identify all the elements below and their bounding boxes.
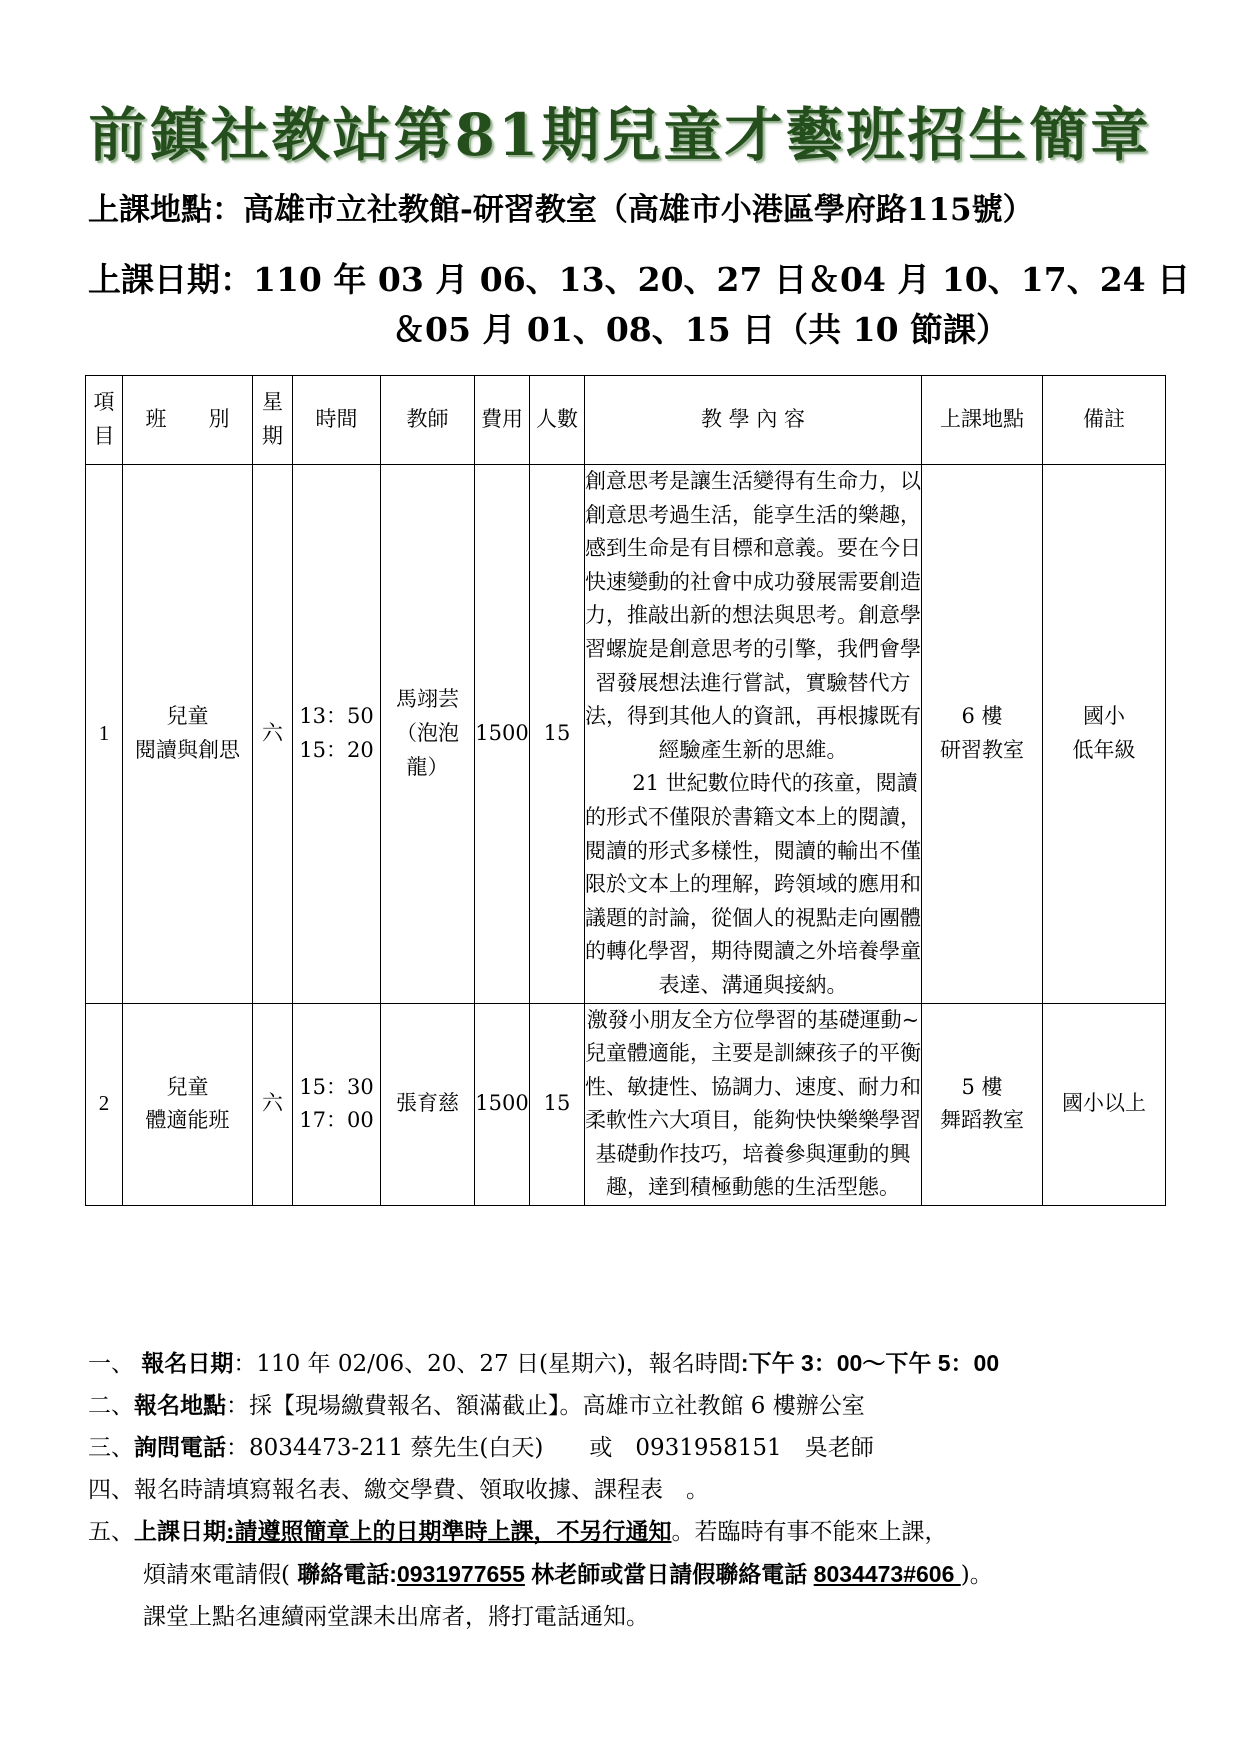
note-prefix: 一、 <box>88 1351 142 1377</box>
content-paragraph: 兒童體適能，主要是訓練孩子的平衡性、敏捷性、協調力、速度、耐力和柔軟性六大項目，能夠快快樂樂學習基礎動作技巧，培養參與運動的興趣，達到積極動態的生活型態。 <box>585 1041 921 1200</box>
note-text: )。 <box>960 1562 993 1588</box>
header-weekday: 星 期 <box>253 376 293 465</box>
note-key: 詢問電話 <box>134 1434 226 1461</box>
content-paragraph: 21 世紀數位時代的孩童，閱讀的形式不僅限於書籍文本上的閱讀，閱讀的形式多樣性，閱讀的輸出不僅限於文本上的理解，跨領域的應用和議題的討論，從個人的視點走向團體的轉化學習，期待閱讀之外培養學童表達、溝通與接納。 <box>585 771 921 997</box>
header-count: 人數 <box>530 376 585 465</box>
row-count: 15 <box>530 1003 585 1206</box>
note-leave-request <box>88 1553 1188 1596</box>
header-class: 班 別 <box>123 376 253 465</box>
note-prefix: 五、 <box>88 1519 134 1545</box>
note-class-dates <box>88 1511 1188 1553</box>
header-place: 上課地點 <box>922 376 1043 465</box>
date-line-2: ＆05 月 01、08、15 日（共 10 節課） <box>392 310 1010 349</box>
row-fee: 1500 <box>475 465 530 1004</box>
row-teacher: 張育慈 <box>381 1003 475 1206</box>
note-contact-label: 聯絡電話: <box>297 1561 397 1587</box>
row-note: 國小 低年級 <box>1043 465 1166 1004</box>
row-time: 15：30 17：00 <box>293 1003 381 1206</box>
row-item: 1 <box>86 465 123 1004</box>
row-place: 6 樓 研習教室 <box>922 465 1043 1004</box>
note-emphasis: :請遵照簡章上的日期準時上課，不另行通知 <box>226 1518 672 1545</box>
note-forms: 四、報名時請填寫報名表、繳交學費、領取收據、課程表 。 <box>88 1477 709 1503</box>
note-leave-phone: 8034473#606 <box>813 1561 961 1587</box>
header-time: 時間 <box>293 376 381 465</box>
note-registration-place <box>88 1385 1188 1427</box>
row-class: 兒童 閱讀與創思 <box>123 465 253 1004</box>
note-key: 報名日期 <box>141 1350 234 1377</box>
table-row <box>86 465 1166 1004</box>
row-weekday: 六 <box>253 1003 293 1206</box>
row-fee: 1500 <box>475 1003 530 1206</box>
header-teacher: 教師 <box>381 376 475 465</box>
note-text: 。若臨時有事不能來上課， <box>671 1519 948 1545</box>
note-prefix: 三、 <box>88 1435 134 1461</box>
row-content <box>585 465 922 1004</box>
note-time: :下午 3：00～下午 5：00 <box>740 1350 1000 1376</box>
note-registration-date <box>88 1342 1188 1385</box>
note-key: 上課日期 <box>134 1518 226 1545</box>
note-inquiry-phone <box>88 1427 1188 1469</box>
row-weekday: 六 <box>253 465 293 1004</box>
row-class: 兒童 體適能班 <box>123 1003 253 1206</box>
row-note: 國小以上 <box>1043 1003 1166 1206</box>
notes-section <box>88 1342 1188 1638</box>
content-paragraph: 創意思考是讓生活變得有生命力，以創意思考過生活，能享生活的樂趣，感到生命是有目標和意義。要在今日快速變動的社會中成功發展需要創造力，推敲出新的想法與思考。創意學習螺旋是創意思考的引擎，我們會學習發展想法進行嘗試，實驗替代方法，得到其他人的資訊，再根據既有經驗產生新的思維。 <box>585 469 921 762</box>
note-attendance: 課堂上點名連續兩堂課未出席者，將打電話通知。 <box>143 1604 649 1630</box>
note-text: ：採【現場繳費報名、額滿截止】。高雄市立社教館 6 樓辦公室 <box>226 1393 865 1419</box>
content-paragraph: 激發小朋友全方位學習的基礎運動~ <box>586 1007 920 1032</box>
schedule-table <box>85 375 1166 1206</box>
table-row <box>86 1003 1166 1206</box>
header-fee: 費用 <box>475 376 530 465</box>
note-text: ：8034473-211 蔡先生(白天) 或 0931958151 吳老師 <box>226 1435 874 1461</box>
row-time: 13：50 15：20 <box>293 465 381 1004</box>
row-item: 2 <box>86 1003 123 1206</box>
header-note: 備註 <box>1043 376 1166 465</box>
row-count: 15 <box>530 465 585 1004</box>
note-contact-text: 林老師或當日請假聯絡電話 <box>524 1561 814 1587</box>
table-header-row <box>86 376 1166 465</box>
note-text: 煩請來電請假( <box>143 1562 298 1588</box>
header-item: 項 目 <box>86 376 123 465</box>
location-line: 上課地點：高雄市立社教館-研習教室（高雄市小港區學府路115號） <box>88 192 1034 228</box>
row-place: 5 樓 舞蹈教室 <box>922 1003 1043 1206</box>
note-key: 報名地點 <box>134 1392 226 1419</box>
note-prefix: 二、 <box>88 1393 134 1419</box>
page-title: 前鎮社教站第81期兒童才藝班招生簡章 <box>88 101 1152 169</box>
header-content: 教 學 內 容 <box>585 376 922 465</box>
date-line-1: 上課日期：110 年 03 月 06、13、20、27 日＆04 月 10、17、24 日 <box>88 260 1191 299</box>
row-content <box>585 1003 922 1206</box>
note-contact-phone: 0931977655 <box>396 1561 525 1587</box>
note-text: ：110 年 02/06、20、27 日(星期六)，報名時間 <box>233 1351 741 1377</box>
row-teacher: 馬翊芸 （泡泡 龍） <box>381 465 475 1004</box>
